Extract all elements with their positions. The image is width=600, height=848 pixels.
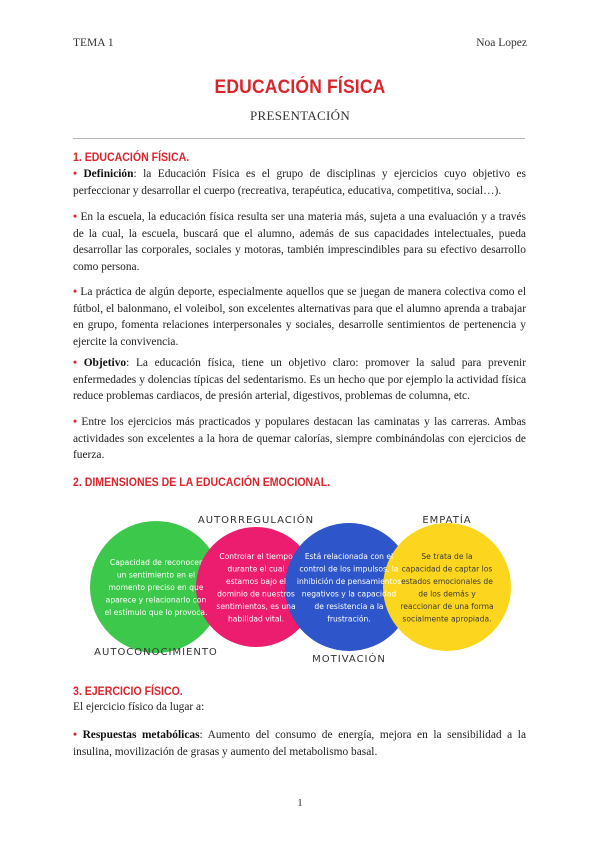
- metabolic-text: : Aumento del consumo de energía, mejora en la sensibilidad a la insulina, movilización de grasas y aumento del metabolismo basal.: [73, 729, 526, 758]
- label-autoconocimiento: AUTOCONOCIMIENTO: [94, 647, 218, 658]
- bullet-icon: •: [73, 211, 77, 223]
- circle-text-line: Está relacionada con el: [304, 551, 394, 561]
- page-number: 1: [297, 797, 303, 809]
- header-author: Noa Lopez: [476, 37, 527, 49]
- circle-text-line: estados emocionales de: [401, 576, 493, 586]
- circle-text-line: capacidad de captar los: [401, 564, 493, 574]
- bullet-icon: •: [73, 357, 77, 369]
- school-text: En la escuela, la educación física resulta ser una materia más, sujeta a una evaluación y a través de la cual, la escuela, buscará que el alumno, además de sus capacidades intelectuales, pueda desarrollar las corporales, sociales y motoras, también imprescindibles para su efectivo desarrollo como persona.: [73, 211, 526, 273]
- section3-heading: 3. EJERCICIO FÍSICO.: [73, 684, 183, 698]
- section3-intro: El ejercicio físico da lugar a:: [73, 701, 205, 713]
- definition-term: Definición: [83, 168, 134, 180]
- circle-text-line: sentimientos, es una: [216, 601, 296, 611]
- page-title: EDUCACIÓN FÍSICA: [214, 77, 386, 98]
- circle-empatia: [383, 523, 511, 651]
- bullet-icon: •: [73, 286, 77, 298]
- circle-text-line: momento preciso en que: [108, 583, 204, 592]
- circle-text-line: aparece y relacionarlo con: [105, 595, 207, 605]
- section1-paragraph-objective: [73, 355, 526, 405]
- bullet-icon: •: [73, 729, 77, 741]
- circle-text-line: socialmente apropiada.: [402, 614, 492, 624]
- section3-paragraph-metabolic: [73, 727, 526, 760]
- label-autorregulacion: AUTORREGULACIÓN: [197, 515, 315, 526]
- section1-paragraph-definition: [73, 166, 526, 199]
- header-topic: TEMA 1: [73, 37, 114, 49]
- metabolic-term: Respuestas metabólicas: [82, 729, 200, 741]
- circle-text-line: control de los impulsos, la: [299, 564, 399, 574]
- section1-heading: 1. EDUCACIÓN FÍSICA.: [73, 150, 190, 164]
- circle-text-line: dominio de nuestros: [217, 589, 295, 599]
- label-motivacion: MOTIVACIÓN: [312, 654, 386, 665]
- circle-text-line: negativos y la capacidad: [301, 589, 397, 599]
- section2-heading: 2. DIMENSIONES DE LA EDUCACIÓN EMOCIONAL.: [73, 475, 331, 489]
- circle-text-line: de los demás y: [418, 589, 476, 599]
- bullet-icon: •: [73, 416, 77, 428]
- circle-text-line: el estímulo que lo provoca.: [104, 608, 208, 617]
- title-divider: [73, 138, 525, 139]
- circle-text-line: inhibición de pensamientos: [296, 576, 402, 586]
- circle-text-line: habilidad vital.: [227, 614, 285, 624]
- circle-text-line: estamos bajo el: [225, 576, 287, 586]
- exercises-text: Entre los ejercicios más practicados y populares destacan las caminatas y las carreras. Ambas actividades son excelentes a la hora de quemar calorías, siempre combinándolas con ejercicios de fuerza.: [73, 416, 526, 462]
- label-empatia: EMPATÍA: [422, 515, 472, 526]
- objective-term: Objetivo: [83, 357, 127, 369]
- circle-text-line: Capacidad de reconocer: [109, 558, 203, 567]
- objective-text: : La educación física, tiene un objetivo claro: promover la salud para prevenir enfermedades y dolencias típicas del sedentarismo. Es un hecho que por ejemplo la actividad física reduce problemas cardiacos, de presión arterial, digestivos, problemas de columna, etc.: [73, 357, 526, 403]
- circle-text-line: frustración.: [327, 614, 371, 624]
- circle-text-line: de resistencia a la: [314, 601, 384, 611]
- definition-text: : la Educación Física es el grupo de disciplinas y ejercicios cuyo objetivo es perfeccionar y desarrollar el cuerpo (recreativa, terapéutica, educativa, competitiva, social…).: [73, 168, 526, 197]
- page-subtitle: PRESENTACIÓN: [249, 108, 351, 123]
- circle-text-autoconocimiento: [105, 558, 208, 617]
- circle-text-line: reaccionar de una forma: [400, 601, 494, 611]
- circle-text-line: un sentimiento en el: [116, 570, 196, 580]
- circle-text-line: Controlar el tiempo: [219, 551, 293, 561]
- section1-paragraph-sports: [73, 284, 526, 350]
- emotional-dimensions-diagram: [73, 505, 527, 670]
- sports-text: La práctica de algún deporte, especialmente aquellos que se juegan de manera colectiva como el fútbol, el balonmano, el voleibol, son excelentes alternativas para que el alumno aprenda a trabajar en grupo, fomenta relaciones interpersonales y sociales, desarrolle sentimientos de pertenencia y ejercite la convivencia.: [73, 286, 526, 348]
- section1-paragraph-exercises: [73, 414, 526, 464]
- circle-text-line: Se trata de la: [421, 551, 473, 561]
- bullet-icon: •: [73, 168, 77, 180]
- circle-text-line: durante el cual: [227, 564, 285, 574]
- section1-paragraph-school: [73, 209, 526, 275]
